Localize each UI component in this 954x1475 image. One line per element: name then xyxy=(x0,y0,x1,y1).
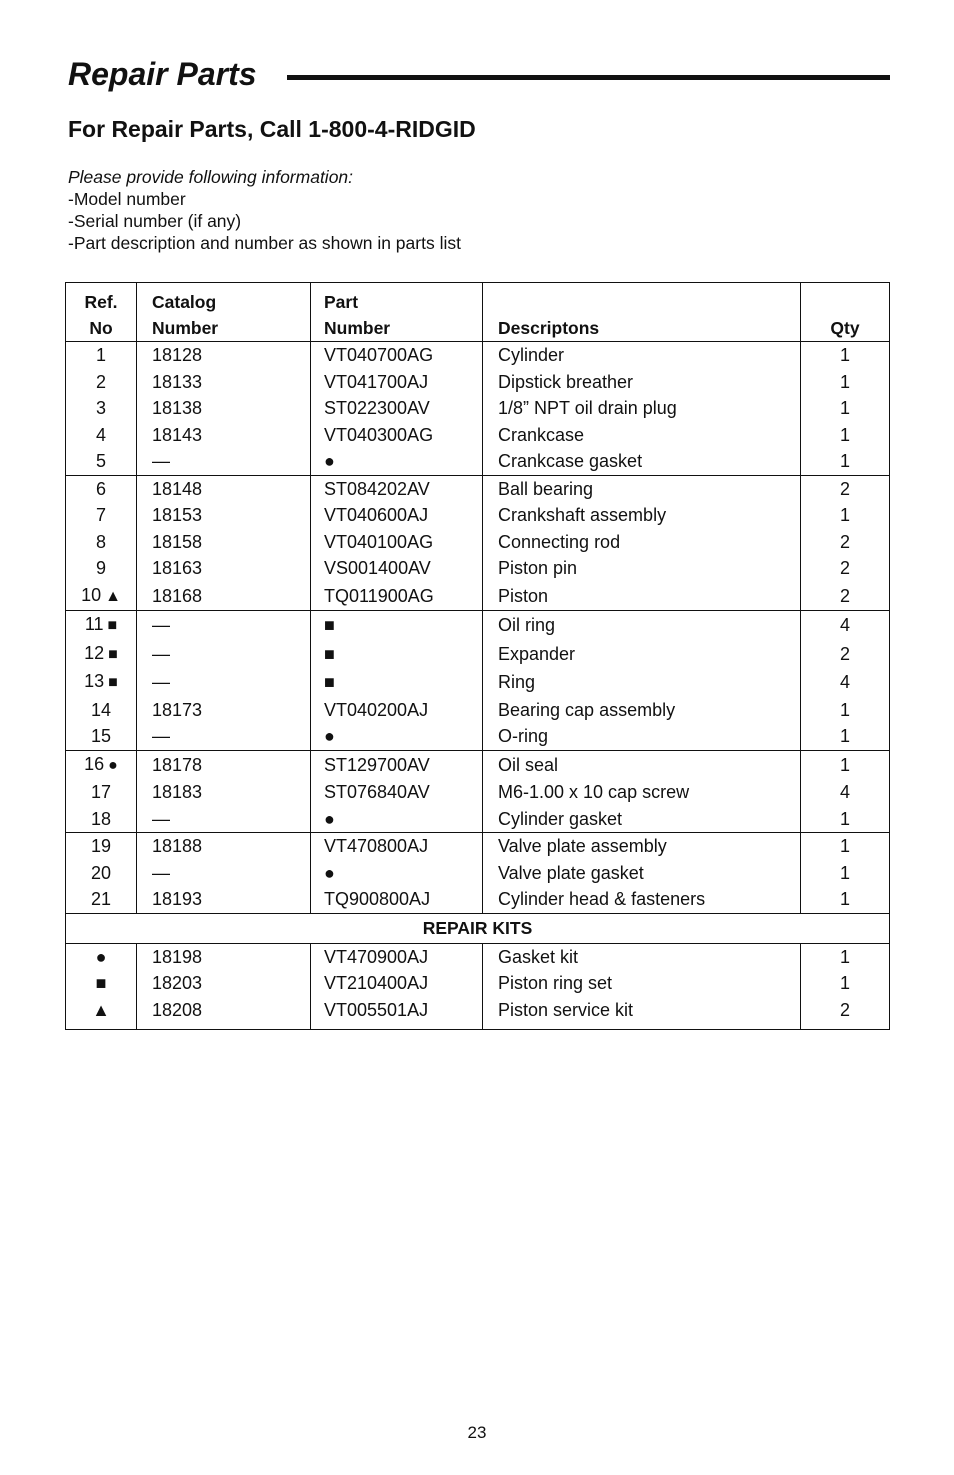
ref-cell xyxy=(66,833,137,860)
part-number: ● xyxy=(311,860,483,887)
part-description: Cylinder gasket xyxy=(483,806,801,833)
table-row xyxy=(66,582,890,611)
header-catalog-line1: Catalog xyxy=(152,292,217,312)
part-qty: 1 xyxy=(801,723,890,750)
catalog-number: 18178 xyxy=(137,750,311,779)
part-qty: 1 xyxy=(801,502,890,529)
header-qty: Qty xyxy=(801,283,890,342)
header-ref-line1: Ref. xyxy=(84,292,118,312)
catalog-number: 18173 xyxy=(137,697,311,724)
ref-cell xyxy=(66,697,137,724)
catalog-number: 18208 xyxy=(137,997,311,1030)
table-row xyxy=(66,342,890,369)
kit-symbol-icon: ■ xyxy=(66,970,137,997)
catalog-number: 18183 xyxy=(137,779,311,806)
parts-table xyxy=(65,282,890,1030)
table-row xyxy=(66,502,890,529)
table-row xyxy=(66,860,890,887)
part-description: Expander xyxy=(483,640,801,669)
part-qty: 1 xyxy=(801,886,890,913)
ref-cell xyxy=(66,860,137,887)
part-description: Crankshaft assembly xyxy=(483,502,801,529)
catalog-number: 18128 xyxy=(137,342,311,369)
part-qty: 1 xyxy=(801,833,890,860)
part-qty: 4 xyxy=(801,668,890,697)
header-ref xyxy=(66,283,137,342)
ref-cell xyxy=(66,395,137,422)
part-number: VS001400AV xyxy=(311,555,483,582)
catalog-number: 18138 xyxy=(137,395,311,422)
catalog-number: — xyxy=(137,448,311,475)
part-number: ● xyxy=(311,723,483,750)
part-description: Cylinder head & fasteners xyxy=(483,886,801,913)
catalog-number: 18193 xyxy=(137,886,311,913)
ref-number: 10 xyxy=(81,584,102,605)
part-qty: 1 xyxy=(801,750,890,779)
part-number: VT005501AJ xyxy=(311,997,483,1030)
table-row xyxy=(66,529,890,556)
part-description: Ring xyxy=(483,668,801,697)
info-item: -Part description and number as shown in parts list xyxy=(68,233,461,253)
ref-cell xyxy=(66,369,137,396)
part-number: TQ011900AG xyxy=(311,582,483,611)
ref-cell xyxy=(66,502,137,529)
ref-number: 13 xyxy=(84,671,105,691)
table-row xyxy=(66,886,890,913)
kit-row xyxy=(66,997,890,1030)
part-number: TQ900800AJ xyxy=(311,886,483,913)
table-row xyxy=(66,697,890,724)
part-number: ST076840AV xyxy=(311,779,483,806)
part-qty: 1 xyxy=(801,806,890,833)
title-row xyxy=(68,56,890,100)
parts-body xyxy=(66,342,890,1030)
kit-symbol-icon: ■ xyxy=(108,674,118,691)
ref-number: 7 xyxy=(95,505,106,525)
ref-number: 21 xyxy=(90,889,112,909)
ref-number: 20 xyxy=(90,862,112,883)
kit-symbol-icon: ▲ xyxy=(105,587,121,605)
kit-qty: 2 xyxy=(801,997,890,1030)
ref-number: 12 xyxy=(84,642,105,663)
part-description: Ball bearing xyxy=(483,475,801,502)
catalog-number: 18203 xyxy=(137,970,311,997)
part-number: VT040700AG xyxy=(311,342,483,369)
part-number: ■ xyxy=(311,611,483,640)
catalog-number: 18188 xyxy=(137,833,311,860)
header-ref-line2: No xyxy=(89,318,113,338)
kit-description: Piston service kit xyxy=(483,997,801,1030)
part-qty: 1 xyxy=(801,342,890,369)
table-row xyxy=(66,448,890,475)
ref-number: 16 xyxy=(84,753,105,774)
catalog-number: — xyxy=(137,806,311,833)
catalog-number: 18143 xyxy=(137,422,311,449)
kit-symbol-icon: ■ xyxy=(108,645,118,663)
catalog-number: 18168 xyxy=(137,582,311,611)
ref-cell xyxy=(66,806,137,833)
title-rule xyxy=(287,75,890,80)
part-description: Valve plate assembly xyxy=(483,833,801,860)
catalog-number: 18163 xyxy=(137,555,311,582)
ref-number: 6 xyxy=(95,478,106,499)
ref-cell xyxy=(66,342,137,369)
ref-cell xyxy=(66,668,137,697)
catalog-number: — xyxy=(137,611,311,640)
catalog-number: 18158 xyxy=(137,529,311,556)
part-description: 1/8” NPT oil drain plug xyxy=(483,395,801,422)
part-description: Valve plate gasket xyxy=(483,860,801,887)
part-number: VT040600AJ xyxy=(311,502,483,529)
kit-row xyxy=(66,943,890,970)
part-qty: 2 xyxy=(801,555,890,582)
header-description: Descriptons xyxy=(483,283,801,342)
info-block xyxy=(68,166,461,254)
table-row xyxy=(66,750,890,779)
ref-number: 1 xyxy=(95,345,106,365)
ref-number: 18 xyxy=(90,808,112,829)
part-description: Crankcase xyxy=(483,422,801,449)
ref-cell xyxy=(66,640,137,669)
table-row xyxy=(66,422,890,449)
part-qty: 2 xyxy=(801,475,890,502)
ref-number: 15 xyxy=(90,726,112,746)
info-item: -Model number xyxy=(68,189,186,209)
part-description: Piston pin xyxy=(483,555,801,582)
header-part-line1: Part xyxy=(324,292,359,312)
table-row xyxy=(66,723,890,750)
part-description: Cylinder xyxy=(483,342,801,369)
table-row xyxy=(66,668,890,697)
kit-qty: 1 xyxy=(801,943,890,970)
repair-kits-header: REPAIR KITS xyxy=(66,913,890,943)
ref-number: 14 xyxy=(90,699,112,720)
catalog-number: 18148 xyxy=(137,475,311,502)
part-number: VT041700AJ xyxy=(311,369,483,396)
table-header-row xyxy=(66,283,890,342)
ref-cell xyxy=(66,529,137,556)
part-qty: 1 xyxy=(801,369,890,396)
phone-subtitle: For Repair Parts, Call 1-800-4-RIDGID xyxy=(68,116,476,142)
part-description: Oil ring xyxy=(483,611,801,640)
info-lead: Please provide following information: xyxy=(68,167,354,187)
kit-row xyxy=(66,970,890,997)
part-description: Piston xyxy=(483,582,801,611)
part-qty: 1 xyxy=(801,422,890,449)
table-row xyxy=(66,395,890,422)
part-description: Crankcase gasket xyxy=(483,448,801,475)
ref-cell xyxy=(66,448,137,475)
ref-number: 3 xyxy=(95,398,106,418)
table-row xyxy=(66,369,890,396)
ref-cell xyxy=(66,475,137,502)
part-description: Bearing cap assembly xyxy=(483,697,801,724)
part-qty: 1 xyxy=(801,860,890,887)
kit-symbol-icon: ■ xyxy=(107,617,118,634)
catalog-number: 18153 xyxy=(137,502,311,529)
part-qty: 1 xyxy=(801,448,890,475)
kit-description: Gasket kit xyxy=(483,943,801,970)
table-row xyxy=(66,806,890,833)
ref-cell xyxy=(66,723,137,750)
part-qty: 1 xyxy=(801,395,890,422)
ref-cell xyxy=(66,779,137,806)
ref-number: 5 xyxy=(95,451,106,471)
ref-cell xyxy=(66,750,137,779)
part-description: Oil seal xyxy=(483,750,801,779)
header-catalog-line2: Number xyxy=(152,318,219,338)
ref-cell xyxy=(66,555,137,582)
kit-symbol-icon: ▲ xyxy=(66,997,137,1030)
part-number: ● xyxy=(311,806,483,833)
part-qty: 4 xyxy=(801,779,890,806)
part-description: Connecting rod xyxy=(483,529,801,556)
kit-symbol-icon: ● xyxy=(66,943,137,970)
ref-number: 17 xyxy=(90,782,112,802)
table-row xyxy=(66,475,890,502)
part-number: ST129700AV xyxy=(311,750,483,779)
info-item: -Serial number (if any) xyxy=(68,211,242,231)
part-qty: 2 xyxy=(801,640,890,669)
catalog-number: — xyxy=(137,668,311,697)
part-number: VT470800AJ xyxy=(311,833,483,860)
catalog-number: — xyxy=(137,860,311,887)
part-number: ST084202AV xyxy=(311,475,483,502)
ref-number: 8 xyxy=(95,531,106,552)
part-number: VT210400AJ xyxy=(311,970,483,997)
kit-qty: 1 xyxy=(801,970,890,997)
part-description: Dipstick breather xyxy=(483,369,801,396)
header-part xyxy=(311,283,483,342)
header-part-line2: Number xyxy=(324,318,391,338)
ref-number: 11 xyxy=(84,614,104,634)
table-row xyxy=(66,640,890,669)
part-number: VT040300AG xyxy=(311,422,483,449)
table-row xyxy=(66,833,890,860)
part-qty: 1 xyxy=(801,697,890,724)
repair-kits-header-row xyxy=(66,913,890,943)
kit-description: Piston ring set xyxy=(483,970,801,997)
ref-cell xyxy=(66,582,137,611)
catalog-number: — xyxy=(137,640,311,669)
ref-cell xyxy=(66,422,137,449)
catalog-number: — xyxy=(137,723,311,750)
part-number: VT470900AJ xyxy=(311,943,483,970)
table-row xyxy=(66,555,890,582)
ref-cell xyxy=(66,886,137,913)
header-catalog xyxy=(137,283,311,342)
catalog-number: 18133 xyxy=(137,369,311,396)
ref-cell xyxy=(66,611,137,640)
part-description: M6-1.00 x 10 cap screw xyxy=(483,779,801,806)
part-number: VT040200AJ xyxy=(311,697,483,724)
part-number: VT040100AG xyxy=(311,529,483,556)
part-description: O-ring xyxy=(483,723,801,750)
part-number: ■ xyxy=(311,668,483,697)
part-qty: 2 xyxy=(801,529,890,556)
catalog-number: 18198 xyxy=(137,943,311,970)
table-row xyxy=(66,779,890,806)
table-row xyxy=(66,611,890,640)
part-qty: 4 xyxy=(801,611,890,640)
kit-symbol-icon: ● xyxy=(108,756,118,774)
part-number: ● xyxy=(311,448,483,475)
ref-number: 4 xyxy=(95,424,106,445)
page-number: 23 xyxy=(467,1423,487,1442)
page-title: Repair Parts xyxy=(68,56,257,92)
part-number: ■ xyxy=(311,640,483,669)
ref-number: 2 xyxy=(95,371,106,392)
part-number: ST022300AV xyxy=(311,395,483,422)
ref-number: 19 xyxy=(90,836,112,856)
part-qty: 2 xyxy=(801,582,890,611)
ref-number: 9 xyxy=(95,558,106,578)
